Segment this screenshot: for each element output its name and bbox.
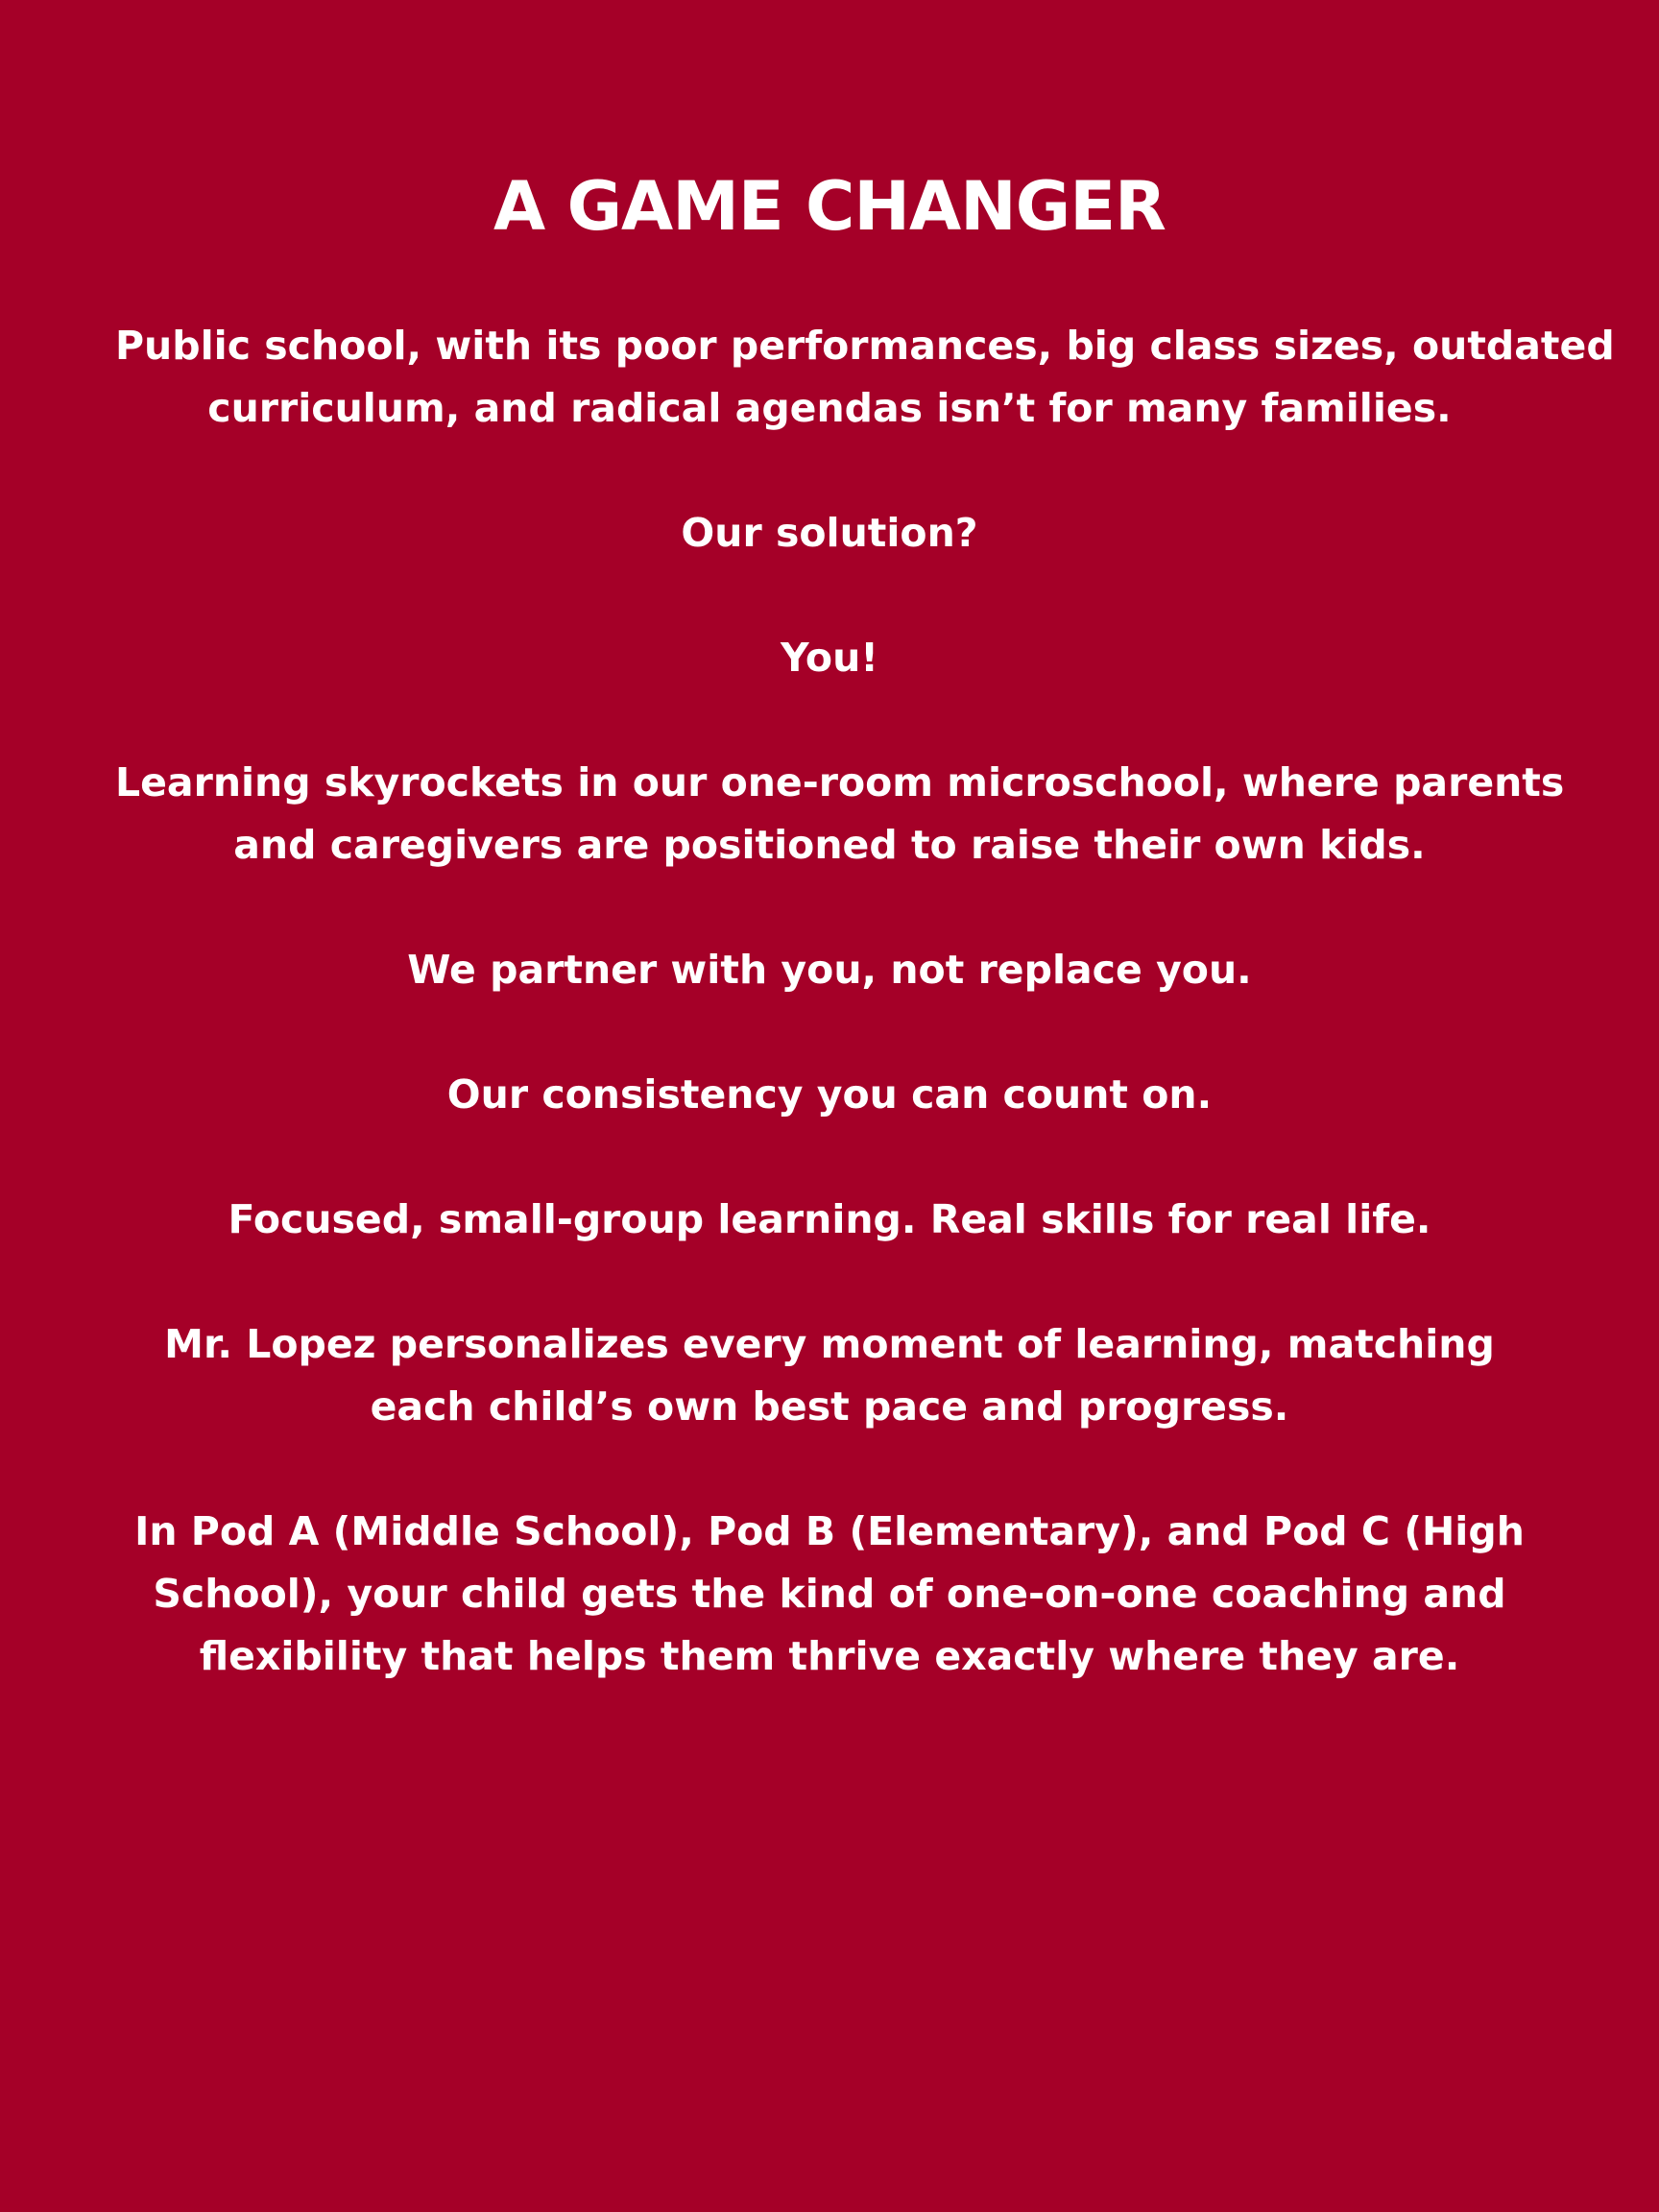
paragraph-line: and caregivers are positioned to raise their own kids. [233,822,1426,868]
paragraph-line: Public school, with its poor performances, big class sizes, outdated [115,323,1615,369]
paragraph-line: each child’s own best pace and progress. [370,1383,1289,1430]
paragraph-focused-learning [115,1189,1544,1251]
paragraph-line: Our consistency you can count on. [446,1071,1213,1118]
paragraph-line: Our solution? [681,510,978,556]
paragraph-pods [115,1501,1544,1688]
paragraph-consistency [115,1064,1544,1126]
paragraph-learning-skyrockets [115,752,1565,877]
paragraph-line: In Pod A (Middle School), Pod B (Elementary), and Pod C (High [134,1508,1525,1554]
paragraph-line: flexibility that helps them thrive exactly where they are. [199,1633,1460,1679]
paragraph-line: Learning skyrockets in our one-room microschool, where parents [115,759,1565,805]
paragraph-public-school [115,315,1615,440]
paragraph-line: Mr. Lopez personalizes every moment of learning, matching [164,1321,1495,1367]
page-title: A GAME CHANGER [493,167,1166,246]
paragraph-line: Focused, small-group learning. Real skills for real life. [228,1196,1431,1242]
paragraph-mr-lopez [115,1313,1544,1438]
paragraph-line: You! [781,635,878,681]
paragraph-line: We partner with you, not replace you. [407,947,1252,993]
paragraph-we-partner [115,939,1544,1001]
paragraph-line: curriculum, and radical agendas isn’t for many families. [207,385,1452,431]
paragraph-our-solution [115,502,1544,565]
paragraph-line: School), your child gets the kind of one-on-one coaching and [153,1571,1506,1617]
paragraph-you [115,627,1544,689]
